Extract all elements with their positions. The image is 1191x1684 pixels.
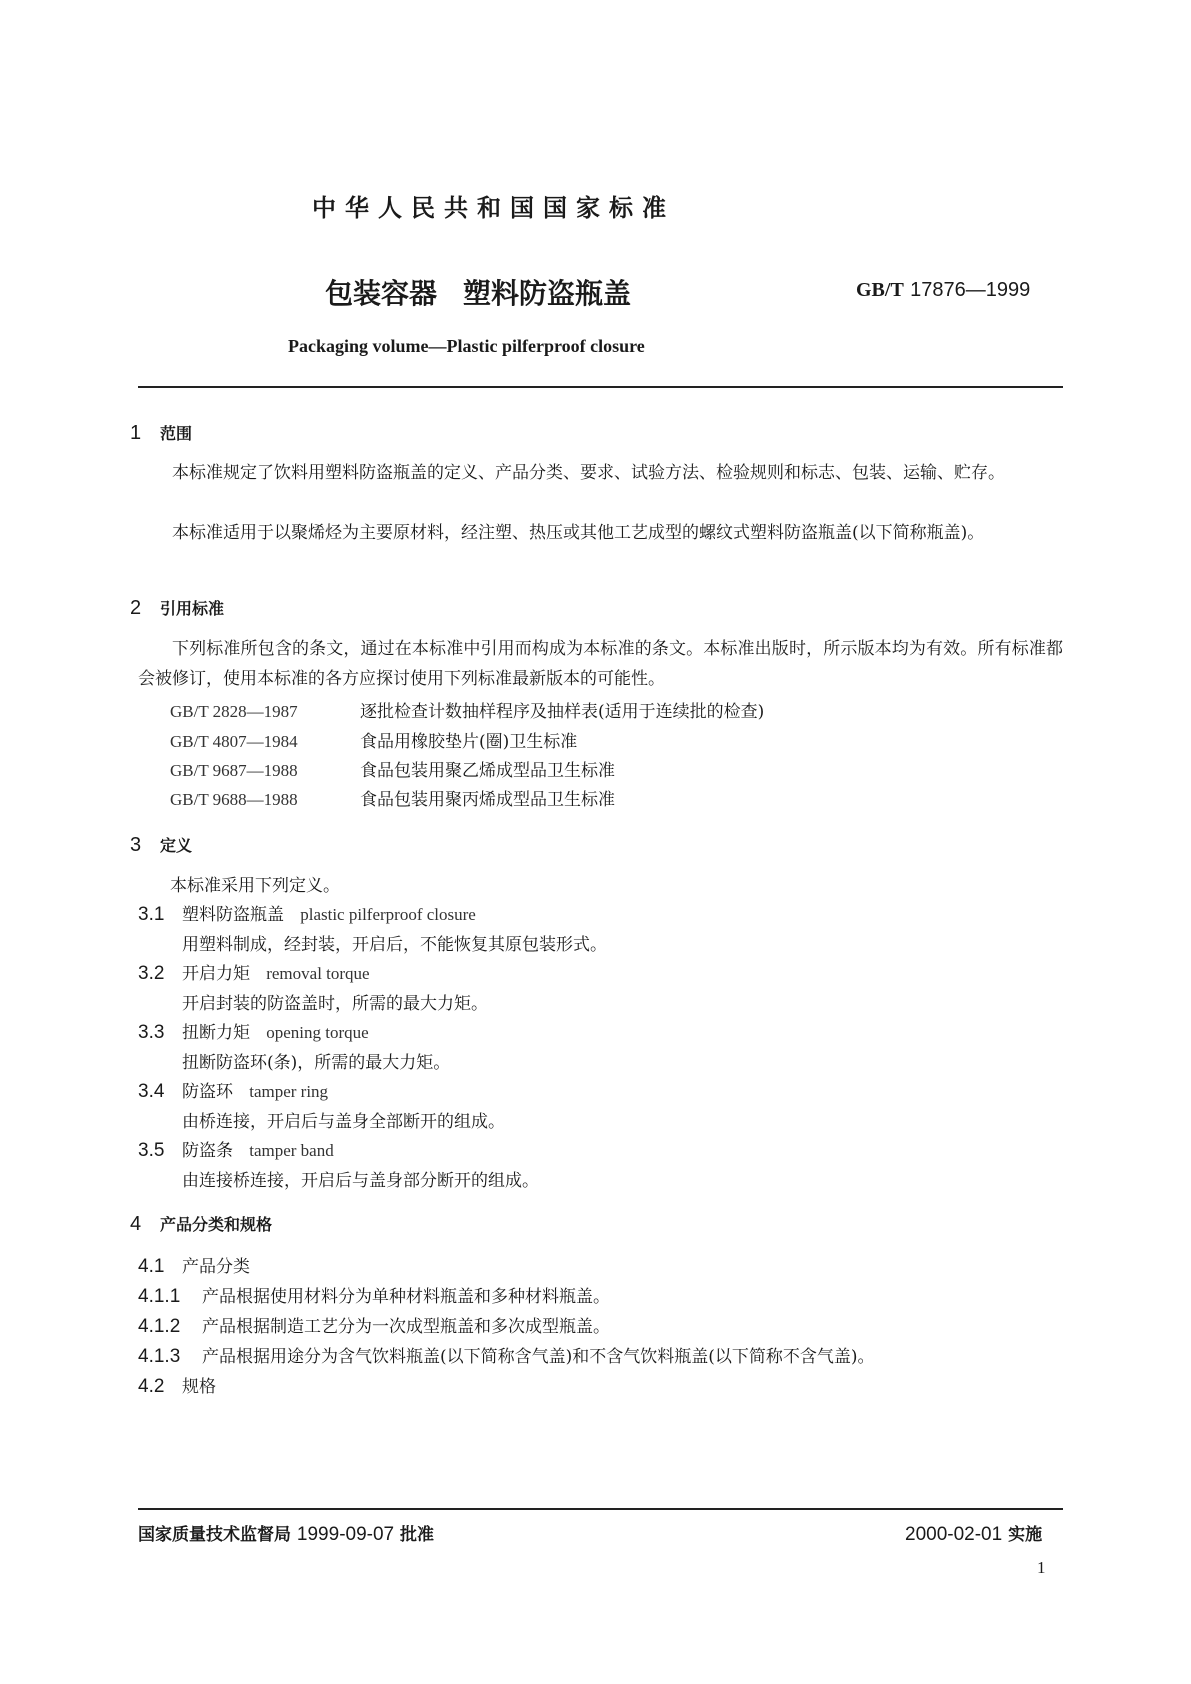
- section-1-paragraph-1: 本标准规定了饮料用塑料防盗瓶盖的定义、产品分类、要求、试验方法、检验规则和标志、包装、运输、贮存。: [172, 463, 1005, 483]
- section-4-heading: [130, 1212, 272, 1236]
- definition-term-en: opening torque: [266, 1023, 369, 1042]
- definition-description: 由桥连接，开启后与盖身全部断开的组成。: [182, 1112, 505, 1132]
- effective-date: 2000-02-01: [905, 1524, 1003, 1545]
- definition-3-1: [138, 900, 476, 926]
- header-divider: [138, 386, 1063, 388]
- reference-item: [170, 785, 615, 810]
- national-standard-title: 中华人民共和国国家标准: [312, 194, 675, 222]
- definition-term-en: tamper ring: [249, 1082, 329, 1101]
- definition-term-en: removal torque: [266, 964, 370, 983]
- approval-date: 1999-09-07: [296, 1524, 395, 1545]
- definition-term: 开启力矩: [182, 964, 250, 984]
- clause-text: 产品根据使用材料分为单种材料瓶盖和多种材料瓶盖。: [202, 1287, 610, 1307]
- definition-term: 扭断力矩: [182, 1023, 250, 1043]
- reference-item: [170, 697, 764, 722]
- effective-statement: [905, 1520, 1042, 1546]
- section-3-heading: [130, 833, 192, 857]
- title-part-1: 包装容器: [325, 277, 438, 310]
- clause-number: 4.1: [138, 1256, 165, 1277]
- clause-4-2: [138, 1372, 216, 1398]
- approval-suffix: 批准: [400, 1525, 435, 1545]
- section-number: 4: [130, 1213, 142, 1235]
- standard-code: 17876—1999: [910, 279, 1031, 301]
- section-title: 引用标准: [160, 599, 225, 618]
- clause-number: 4.1.3: [138, 1346, 181, 1367]
- definition-term: 防盗环: [182, 1082, 233, 1102]
- reference-title: 逐批检查计数抽样程序及抽样表(适用于连续批的检查): [360, 702, 765, 722]
- definition-3-3: [138, 1018, 369, 1044]
- definitions-intro: 本标准采用下列定义。: [170, 876, 340, 896]
- standard-number: [856, 277, 1030, 302]
- definition-description: 由连接桥连接，开启后与盖身部分断开的组成。: [182, 1171, 539, 1191]
- section-number: 1: [130, 422, 142, 444]
- section-2-paragraph-1: 下列标准所包含的条文，通过在本标准中引用而构成为本标准的条文。本标准出版时，所示版本均为有效。所有标准都会被修订，使用本标准的各方应探讨使用下列标准最新版本的可能性。: [138, 639, 1063, 689]
- reference-title: 食品包装用聚丙烯成型品卫生标准: [360, 790, 615, 810]
- page-number: 1: [1037, 1558, 1046, 1577]
- clause-number: 4.1.2: [138, 1316, 181, 1337]
- definition-description: 扭断防盗环(条)，所需的最大力矩。: [182, 1053, 451, 1073]
- title-part-2: 塑料防盗瓶盖: [463, 277, 632, 310]
- section-1-paragraph-2: 本标准适用于以聚烯烃为主要原材料，经注塑、热压或其他工艺成型的螺纹式塑料防盗瓶盖(以下简称瓶盖)。: [172, 523, 985, 543]
- definition-description: 开启封装的防盗盖时，所需的最大力矩。: [182, 994, 488, 1014]
- reference-code: GB/T 9688—1988: [170, 790, 298, 809]
- clause-4-1-2: [138, 1312, 610, 1338]
- footer-divider: [138, 1508, 1063, 1510]
- definition-term: 防盗条: [182, 1141, 233, 1161]
- approval-statement: [138, 1520, 434, 1546]
- definition-3-2: [138, 959, 370, 985]
- approving-authority: 国家质量技术监督局: [138, 1525, 291, 1545]
- clause-number: 3.4: [138, 1081, 165, 1102]
- reference-code: GB/T 2828—1987: [170, 702, 298, 721]
- clause-number: 3.1: [138, 904, 165, 925]
- section-2-heading: [130, 596, 224, 620]
- clause-4-1-1: [138, 1282, 610, 1308]
- clause-text: 产品根据用途分为含气饮料瓶盖(以下简称含气盖)和不含气饮料瓶盖(以下简称不含气盖)。: [202, 1347, 875, 1367]
- definition-term-en: tamper band: [249, 1141, 334, 1160]
- reference-item: [170, 727, 577, 752]
- clause-number: 3.5: [138, 1140, 165, 1161]
- reference-title: 食品包装用聚乙烯成型品卫生标准: [360, 761, 615, 781]
- clause-text: 产品根据制造工艺分为一次成型瓶盖和多次成型瓶盖。: [202, 1317, 610, 1337]
- section-number: 3: [130, 834, 142, 856]
- reference-code: GB/T 9687—1988: [170, 761, 298, 780]
- section-title: 范围: [160, 424, 193, 443]
- section-title: 产品分类和规格: [160, 1215, 273, 1234]
- standard-prefix: GB/T: [856, 279, 904, 301]
- clause-number: 4.2: [138, 1376, 165, 1397]
- clause-number: 3.2: [138, 963, 165, 984]
- definition-term: 塑料防盗瓶盖: [182, 905, 284, 925]
- reference-code: GB/T 4807—1984: [170, 732, 298, 751]
- reference-title: 食品用橡胶垫片(圈)卫生标准: [360, 732, 578, 752]
- english-title: Packaging volume—Plastic pilferproof closure: [288, 336, 645, 356]
- clause-4-1-3: [138, 1342, 875, 1368]
- definition-3-4: [138, 1077, 328, 1103]
- reference-item: [170, 756, 615, 781]
- clause-text: 规格: [182, 1377, 216, 1397]
- clause-text: 产品分类: [182, 1257, 250, 1277]
- definition-term-en: plastic pilferproof closure: [300, 905, 476, 924]
- effective-suffix: 实施: [1008, 1525, 1043, 1545]
- definition-description: 用塑料制成，经封装，开启后，不能恢复其原包装形式。: [182, 935, 607, 955]
- document-title: [325, 272, 631, 312]
- clause-number: 4.1.1: [138, 1286, 181, 1307]
- section-number: 2: [130, 597, 142, 619]
- section-title: 定义: [160, 836, 193, 855]
- clause-number: 3.3: [138, 1022, 165, 1043]
- clause-4-1: [138, 1252, 250, 1278]
- section-1-heading: [130, 421, 192, 445]
- definition-3-5: [138, 1136, 334, 1162]
